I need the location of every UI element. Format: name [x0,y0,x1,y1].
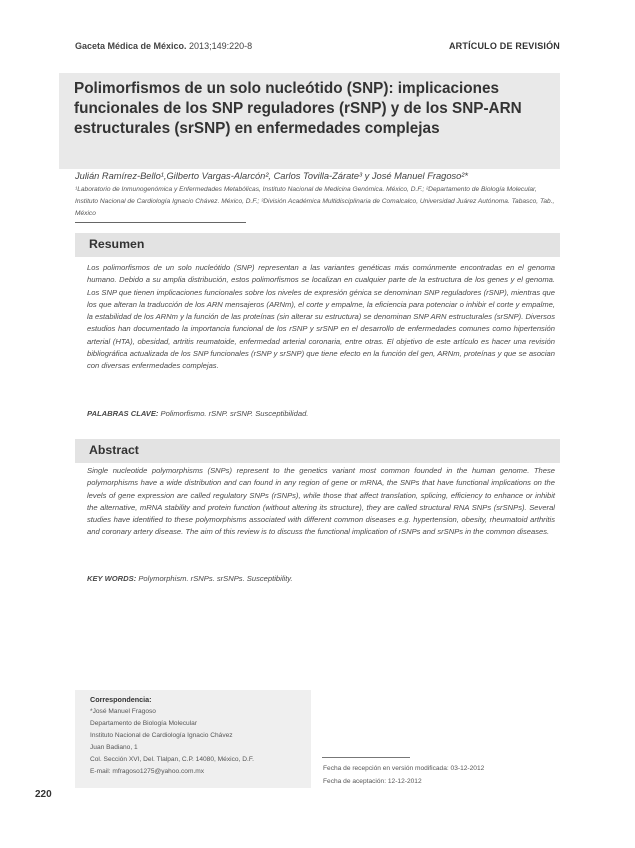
correspondence-line: Instituto Nacional de Cardiología Ignacio Chávez [90,732,233,739]
page-number: 220 [35,789,52,800]
palabras-clave-label: PALABRAS CLAVE: [87,409,159,418]
palabras-clave [87,409,555,418]
correspondence-email[interactable]: E-mail: mfragoso1275@yahoo.com.mx [90,768,205,775]
correspondence-heading: Correspondencia: [90,695,152,704]
article-title: Polimorfismos de un solo nucleótido (SNP): implicaciones funcionales de los SNP reguladores (rSNP) y de los SNP-ARN estructurales (srSNP) en enfermedades complejas [74,80,522,137]
dates [323,762,558,788]
key-words-label: KEY WORDS: [87,574,137,583]
abstract-heading: Abstract [89,443,139,457]
article-type-label: ARTÍCULO DE REVISIÓN [448,41,560,51]
key-words [87,574,555,583]
correspondence-line: *José Manuel Fragoso [90,708,156,715]
palabras-clave-values: Polimorfismo. rSNP. srSNP. Susceptibilidad. [158,409,309,418]
journal-citation [75,41,252,51]
abstract-body: Single nucleotide polymorphisms (SNPs) represent to the genetics variant most common founded in the human genome. These polymorphisms have a wide distribution and can found in any region of gene or mRNA, the SNPs that have functional implications on the levels of gene expression are called regulatory SNPs (rSNPs), while those that affect translation, splicing, efficiency to enhance or inhibit the alternative, mRNA stability and protein function (without altering its structure), they are called structural RNA SNPs (srSNPs). Several studies have identified to these polymorphisms associated with different common diseases e.g. hypertension, obesity, rheumatoid arthritis and coronary artery disease. The aim of this review is to discuss the functional implication of rSNPs and srSNPs in the common diseases. [87,466,555,537]
correspondence [90,694,310,778]
correspondence-line: Col. Sección XVI, Del. Tlalpan, C.P. 14080, México, D.F. [90,756,254,763]
accepted-date: Fecha de aceptación: 12-12-2012 [323,778,422,785]
correspondence-line: Juan Badiano, 1 [90,744,138,751]
correspondence-line: Departamento de Biología Molecular [90,720,198,727]
received-date: Fecha de recepción en versión modificada: 03-12-2012 [323,765,485,772]
affiliations: ¹Laboratorio de Inmunogenómica y Enfermedades Metabólicas, Instituto Nacional de Medicina Genómica. México, D.F.; ²Departamento de Biología Molecular, Instituto Nacional de Cardiología Ignacio Chávez. México, D.F.; ³División Académica Multidisciplinaria de Comalcalco, Universidad Juárez Autónoma. Tabasco, Tab., México [75,186,555,218]
journal-volume: 2013;149:220-8 [186,41,253,51]
resumen-body: Los polimorfismos de un solo nucleótido (SNP) representan a las variantes genéticas más comúnmente encontradas en el genoma humano. Debido a su amplia distribución, estos polimorfismos se localizan en cualquier parte de la estructura de los genes y el genoma. Los SNP que tienen implicaciones funcionales sobre los niveles de expresión génica se denominan SNP reguladores (rSNP), mientras que los que alteran la traducción de los ARN mensajeros (ARNm), el corte y empalme, la eficiencia para potenciar o inhibir el corte y empalme, la estabilidad de los ARNm y la función de las proteínas (sin alterar su estructura) se denominan SNP ARN estructurales (srSNP). Diversos estudios han documentado la importancia funcional de los rSNP y srSNP en el desarrollo de enfermedades comunes como hipertensión arterial (HTA), obesidad, artritis reumatoide, enfermedad arterial coronaria, entre otras. El objetivo de este artículo es hacer una revisión bibliográfica actualizada de los SNP funcionales (rSNP y srSNP) que tiene efecto en la función del gen, ARNm, proteínas y que se asocian con diversas enfermedades complejas. [87,263,555,371]
resumen-heading: Resumen [89,237,145,251]
key-words-values: Polymorphism. rSNPs. srSNPs. Susceptibility. [136,574,293,583]
journal-name: Gaceta Médica de México. [75,41,187,51]
resumen-header [75,233,560,257]
authors: Julián Ramírez-Bello¹,Gilberto Vargas-Alarcón², Carlos Tovilla-Zárate³ y José Manuel Fragoso²* [75,171,469,181]
dates-rule [322,757,410,758]
divider [75,222,246,223]
abstract-header [75,439,560,463]
